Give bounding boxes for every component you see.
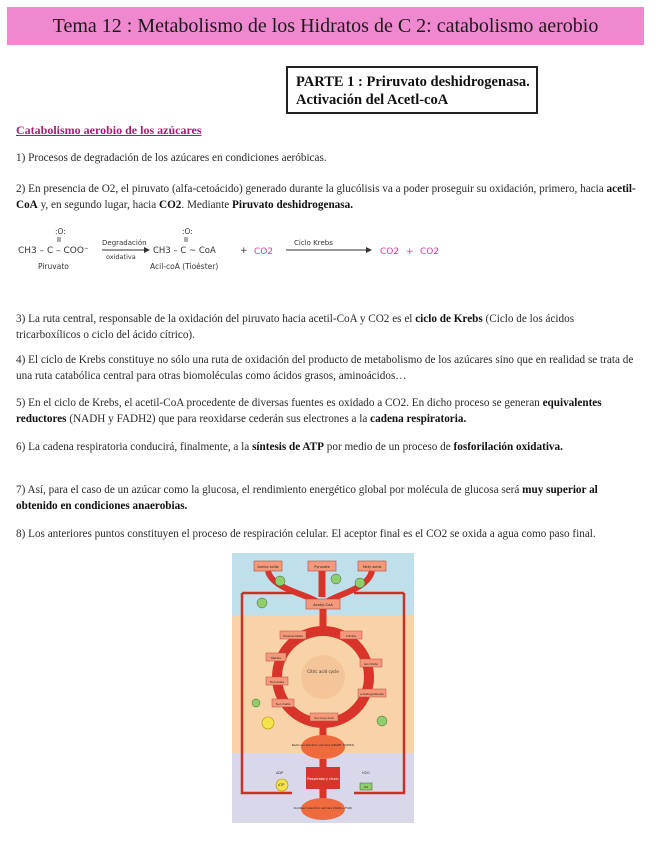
oxygen-label: O2 xyxy=(363,785,369,789)
part-subtitle: Activación del Acetl-coA xyxy=(296,92,449,108)
title-banner xyxy=(7,7,644,45)
respiratory-chain-label: Respiratory chain xyxy=(307,777,339,781)
water-label: H2O xyxy=(362,771,370,775)
intermediate-5: α-Ketoglutarate xyxy=(360,692,384,696)
section-heading: Catabolismo aerobio de los azúcares xyxy=(16,123,202,137)
intermediate-3: Isocitrate xyxy=(363,662,379,666)
paragraph-8: 8) Los anteriores puntos constituyen el proceso de respiración celular. El aceptor final es el CO2 se oxida a agua como paso final. xyxy=(16,528,596,540)
product-name: Acil-coA (Tioéster) xyxy=(150,262,219,271)
intermediate-0: Oxaloacetate xyxy=(282,634,304,638)
co2-product-2: CO2 xyxy=(420,247,440,257)
cycle-center-label: Citric acid cycle xyxy=(307,669,339,674)
amino-acids-label: Amino acids xyxy=(257,565,279,569)
intermediate-6: Succinate xyxy=(275,702,291,706)
paragraph-2: 2) En presencia de O2, el piruvato (alfa-cetoácido) generado durante la glucólisis va a poder proseguir su oxidación, primero, hacia acetil-CoA y, en segundo lugar, hacia CO2. Mediante Piruvato deshidrogenasa. xyxy=(16,183,636,211)
fatty-acids-label: Fatty acids xyxy=(362,565,382,569)
cycle-arrow-label: Ciclo Krebs xyxy=(294,239,333,247)
paragraph-4: 4) El ciclo de Krebs constituye no sólo una ruta de oxidación del producto de metabolismo de los azúcares sino que en realidad se trata de una ruta catabólica central para otras biomoléculas como ácidos grasos, aminoácidos… xyxy=(16,354,634,382)
product-formula: CH3 – C ~ CoA xyxy=(153,246,216,256)
plus-2: + xyxy=(406,247,414,257)
intermediate-1: Citrate xyxy=(345,634,357,638)
part-box xyxy=(286,66,538,114)
part-title: PARTE 1 : Priruvato deshidrogenasa. xyxy=(296,74,530,90)
reduced-carriers-node xyxy=(301,735,345,759)
paragraph-5: 5) En el ciclo de Krebs, el acetil-CoA procedente de diversas fuentes es oxidado a CO2. En dicho proceso se generan equivalentes reductores (NADH y FADH2) que para reoxidarse cederán sus electrones a la cadena respiratoria. xyxy=(16,397,602,425)
paragraph-6: 6) La cadena respiratoria conducirá, finalmente, a la síntesis de ATP por medio de un proceso de fosforilación oxidativa. xyxy=(16,441,563,453)
co2-byproduct: CO2 xyxy=(254,247,274,257)
co2-product-1: CO2 xyxy=(380,247,400,257)
plus-1: + xyxy=(240,246,248,256)
enzyme-label-bottom: oxidativa xyxy=(106,253,136,261)
enzyme-label-top: Degradación xyxy=(102,239,147,247)
adp-label: ADP xyxy=(276,771,284,775)
reactant-oxygen: :O: xyxy=(55,227,66,236)
paragraph-7: 7) Así, para el caso de un azúcar como la glucosa, el rendimiento energético global por molécula de glucosa será muy superior al obtenido en condiciones anaerobias. xyxy=(16,484,598,512)
page-title: Tema 12 : Metabolismo de los Hidratos de C 2: catabolismo aerobio xyxy=(52,14,599,37)
cellular-respiration-diagram xyxy=(232,553,414,823)
atp-label: ATP xyxy=(278,783,285,787)
pyruvate-label: Pyruvate xyxy=(314,565,330,569)
reaction-scheme xyxy=(16,224,456,276)
reactant-formula: CH3 – C – COO⁻ xyxy=(18,246,89,256)
product-oxygen: :O: xyxy=(182,227,193,236)
oxidized-carriers-label: Oxidized electron carriers (NAD+, FAD) xyxy=(293,806,353,810)
paragraph-1: 1) Procesos de degradación de los azúcares en condiciones aeróbicas. xyxy=(16,152,327,164)
reactant-name: Piruvato xyxy=(38,262,69,271)
intermediate-2: Malate xyxy=(270,656,282,660)
intermediate-7: Succinyl-CoA xyxy=(314,716,334,720)
reduced-carriers-label: Reduced electron carriers (NADH, FADH2) xyxy=(291,743,355,747)
acetyl-coa-label: Acetyl-CoA xyxy=(313,603,333,607)
paragraph-3: 3) La ruta central, responsable de la oxidación del piruvato hacia acetil-CoA y CO2 es el ciclo de Krebs (Ciclo de los ácidos tricarboxílicos o ciclo del ácido cítrico). xyxy=(16,313,575,341)
intermediate-4: Fumarate xyxy=(269,680,285,684)
